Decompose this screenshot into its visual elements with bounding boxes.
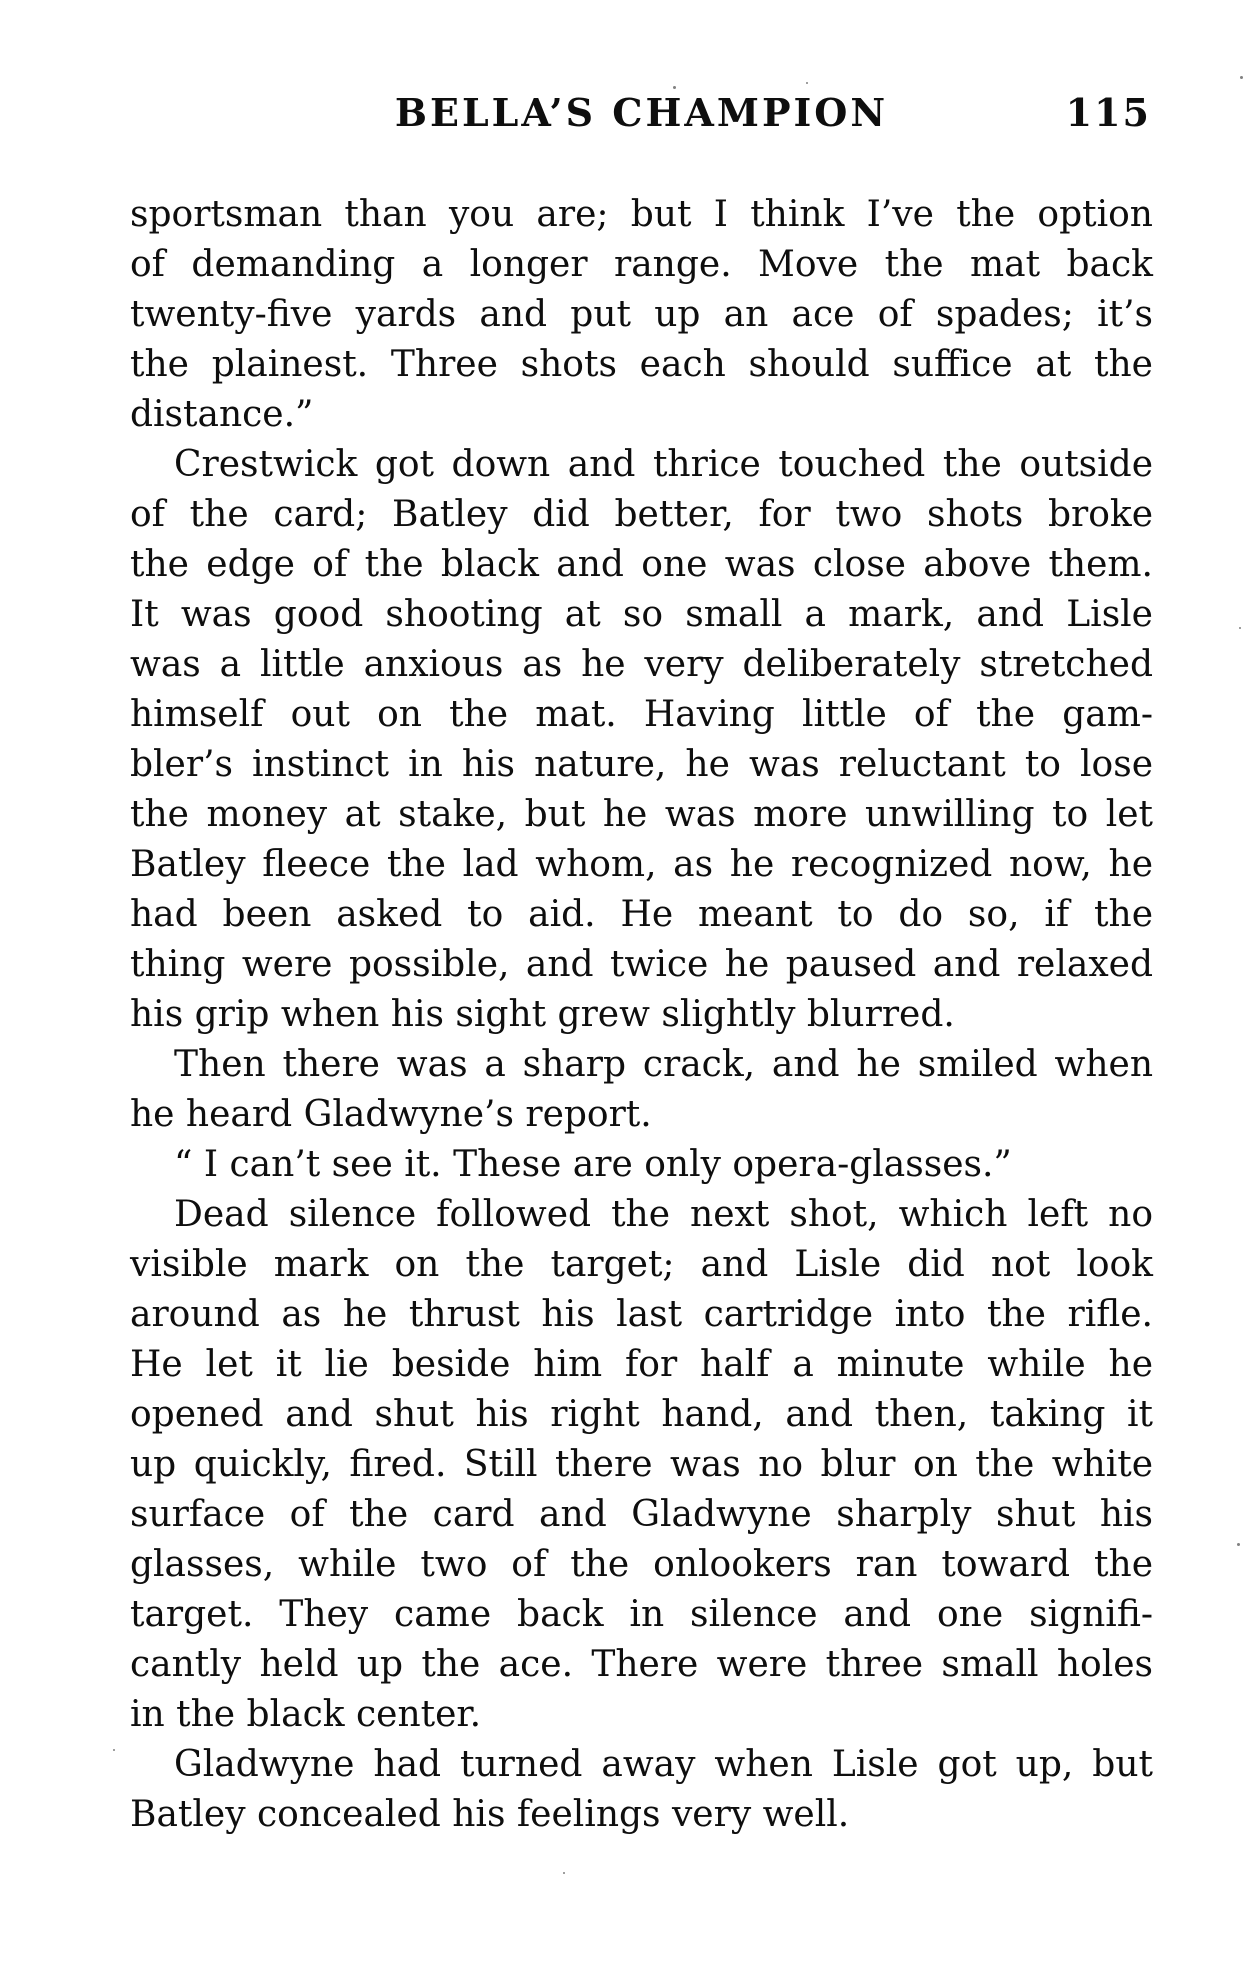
scan-speck: [113, 1749, 115, 1751]
text-line: target. They came back in silence and one signifi-: [130, 1594, 1153, 1635]
text-line: twenty-five yards and put up an ace of spades; it’s: [130, 294, 1153, 335]
text-line: the money at stake, but he was more unwilling to let: [130, 794, 1153, 835]
scan-speck: [673, 86, 676, 89]
text-line: Batley fleece the lad whom, as he recognized now, he: [130, 844, 1153, 885]
text-line: opened and shut his right hand, and then, taking it: [130, 1394, 1153, 1435]
text-line: “ I can’t see it. These are only opera-glasses.”: [174, 1144, 1012, 1185]
text-line: in the black center.: [130, 1694, 482, 1735]
text-line: glasses, while two of the onlookers ran toward the: [130, 1544, 1153, 1585]
text-line: He let it lie beside him for half a minute while he: [130, 1344, 1153, 1385]
text-line: the plainest. Three shots each should suffice at the: [130, 344, 1153, 385]
text-line: of the card; Batley did better, for two shots broke: [130, 494, 1153, 535]
scan-speck: [1239, 627, 1241, 629]
text-line: up quickly, fired. Still there was no blur on the white: [130, 1444, 1153, 1485]
text-line: Dead silence followed the next shot, which left no: [174, 1194, 1153, 1235]
text-line: cantly held up the ace. There were three small holes: [130, 1644, 1153, 1685]
scan-speck: [1237, 1543, 1240, 1546]
text-line: the edge of the black and one was close above them.: [130, 544, 1153, 585]
text-line: himself out on the mat. Having little of the gam-: [130, 694, 1153, 735]
scan-speck: [1240, 76, 1243, 79]
text-line: thing were possible, and twice he paused and relaxed: [130, 944, 1153, 985]
page-text: [130, 190, 1153, 1840]
text-line: around as he thrust his last cartridge into the rifle.: [130, 1294, 1153, 1335]
text-line: was a little anxious as he very deliberately stretched: [130, 644, 1153, 685]
text-line: Gladwyne had turned away when Lisle got up, but: [174, 1744, 1153, 1785]
text-line: bler’s instinct in his nature, he was reluctant to lose: [130, 744, 1153, 785]
scan-speck: [563, 1872, 565, 1874]
text-line: had been asked to aid. He meant to do so, if the: [130, 894, 1153, 935]
scan-speck: [806, 82, 808, 84]
text-line: Crestwick got down and thrice touched the outside: [174, 444, 1153, 485]
text-line: surface of the card and Gladwyne sharply shut his: [130, 1494, 1153, 1535]
text-line: It was good shooting at so small a mark, and Lisle: [130, 594, 1153, 635]
text-line: of demanding a longer range. Move the mat back: [130, 244, 1153, 285]
text-line: his grip when his sight grew slightly blurred.: [130, 994, 955, 1035]
page-header: [130, 90, 1153, 136]
text-line: he heard Gladwyne’s report.: [130, 1094, 652, 1135]
text-line: sportsman than you are; but I think I’ve the option: [130, 194, 1153, 235]
text-line: Batley concealed his feelings very well.: [130, 1794, 850, 1835]
page-number: 115: [1065, 90, 1151, 135]
text-line: distance.”: [130, 394, 314, 435]
text-line: Then there was a sharp crack, and he smiled when: [174, 1044, 1153, 1085]
text-line: visible mark on the target; and Lisle did not look: [130, 1244, 1153, 1285]
running-title: BELLA’S CHAMPION: [394, 90, 889, 135]
